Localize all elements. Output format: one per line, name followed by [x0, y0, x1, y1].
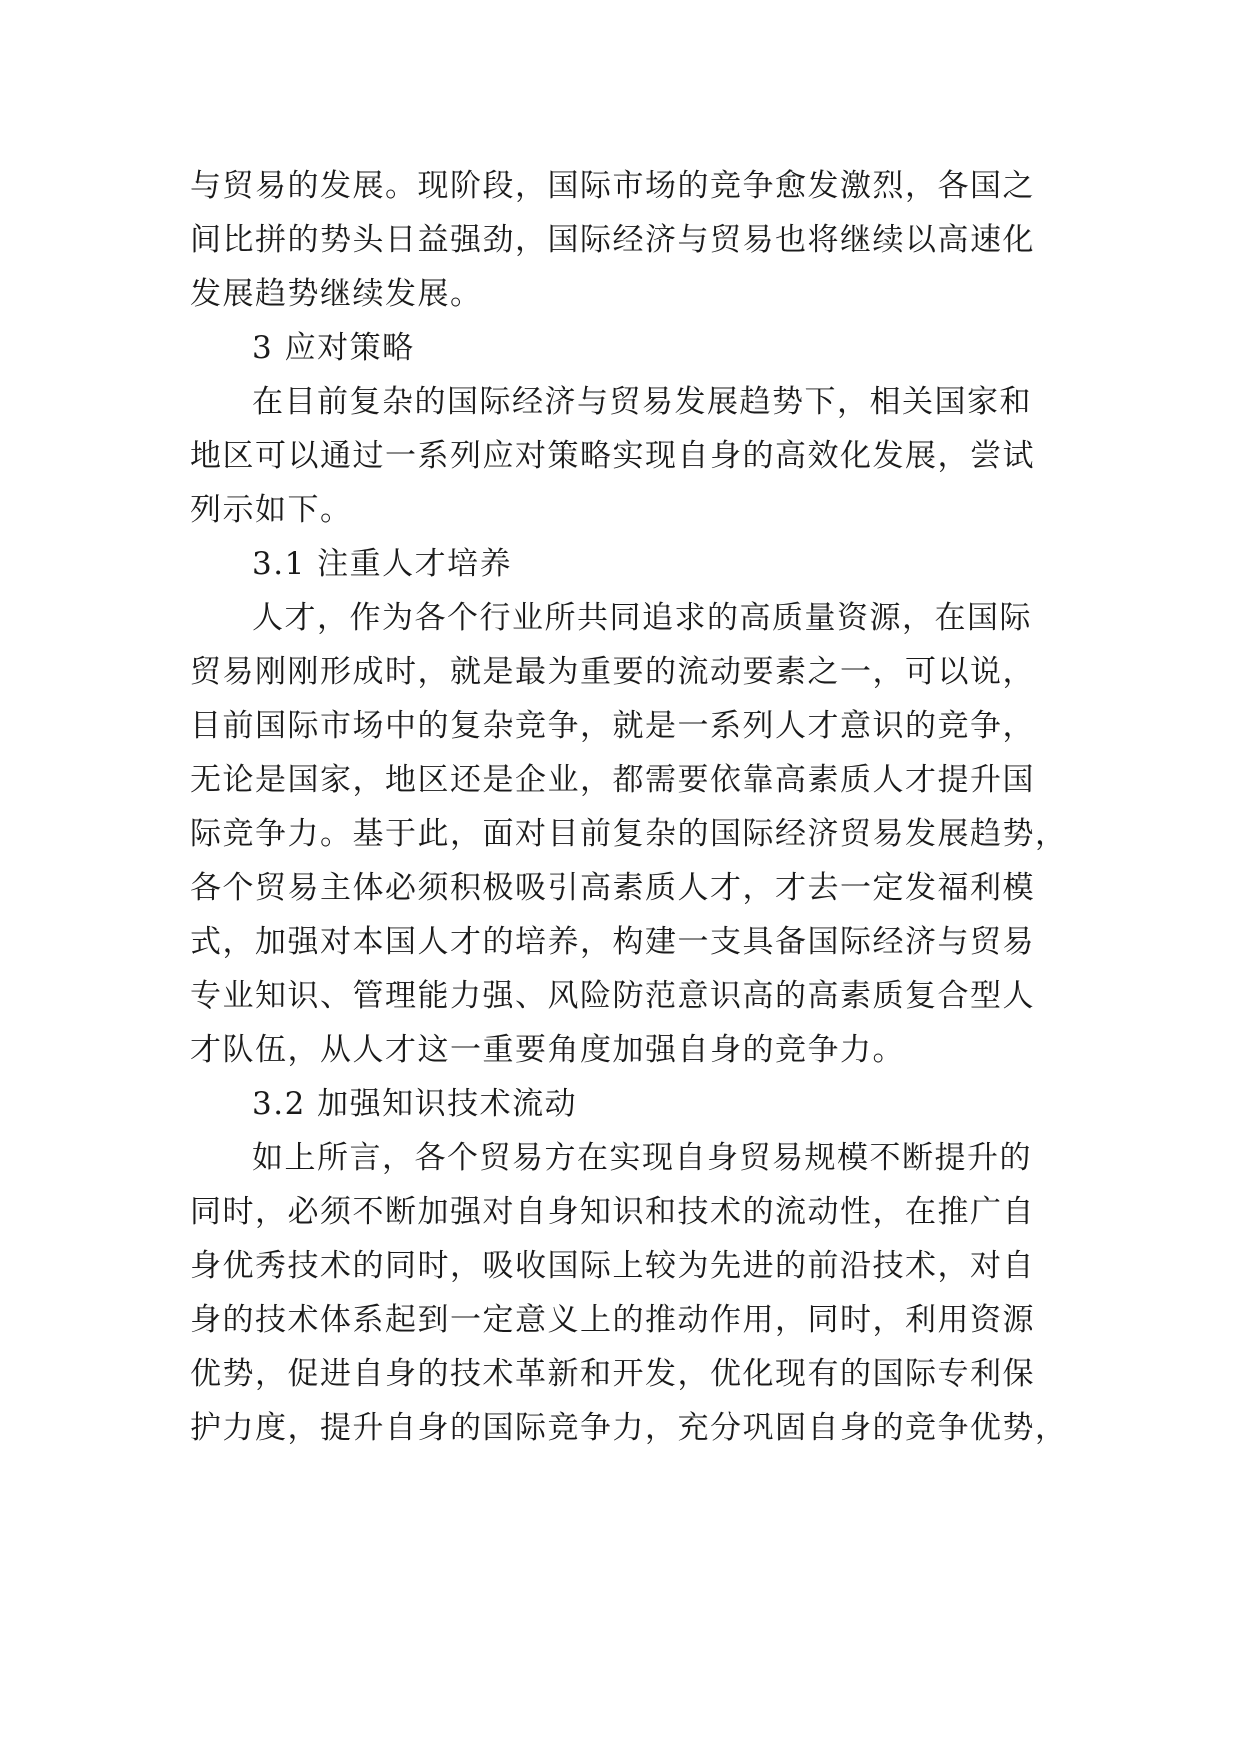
- paragraph-line: 同时，必须不断加强对自身知识和技术的流动性，在推广自: [190, 1194, 1035, 1230]
- paragraph-line: 目前国际市场中的复杂竞争，就是一系列人才意识的竞争，: [190, 708, 1035, 744]
- paragraph-line: 与贸易的发展。现阶段，国际市场的竞争愈发激烈，各国之: [190, 168, 1035, 204]
- paragraph-line: 专业知识、管理能力强、风险防范意识高的高素质复合型人: [190, 978, 1035, 1014]
- paragraph-line: 护力度，提升自身的国际竞争力，充分巩固自身的竞争优势，: [190, 1410, 1068, 1446]
- paragraph-line: 优势，促进自身的技术革新和开发，优化现有的国际专利保: [190, 1356, 1035, 1392]
- paragraph-line: 各个贸易主体必须积极吸引高素质人才，才去一定发福利模: [190, 870, 1035, 906]
- paragraph-line: 间比拼的势头日益强劲，国际经济与贸易也将继续以高速化: [190, 222, 1035, 258]
- subsection-heading: 3.1 注重人才培养: [252, 546, 513, 582]
- paragraph-line: 贸易刚刚形成时，就是最为重要的流动要素之一，可以说，: [190, 654, 1035, 690]
- paragraph-line: 身优秀技术的同时，吸收国际上较为先进的前沿技术，对自: [190, 1248, 1035, 1284]
- paragraph-line: 际竞争力。基于此，面对目前复杂的国际经济贸易发展趋势，: [190, 816, 1068, 852]
- paragraph-line: 才队伍，从人才这一重要角度加强自身的竞争力。: [190, 1032, 905, 1068]
- paragraph-line: 列示如下。: [190, 492, 353, 528]
- paragraph-line: 身的技术体系起到一定意义上的推动作用，同时，利用资源: [190, 1302, 1035, 1338]
- paragraph-line: 在目前复杂的国际经济与贸易发展趋势下，相关国家和: [252, 384, 1032, 420]
- section-heading: 3 应对策略: [252, 330, 415, 366]
- paragraph-line: 人才，作为各个行业所共同追求的高质量资源，在国际: [252, 600, 1032, 636]
- paragraph-line: 如上所言，各个贸易方在实现自身贸易规模不断提升的: [252, 1140, 1032, 1176]
- paragraph-line: 式，加强对本国人才的培养，构建一支具备国际经济与贸易: [190, 924, 1035, 960]
- paragraph-line: 地区可以通过一系列应对策略实现自身的高效化发展，尝试: [190, 438, 1035, 474]
- paragraph-line: 发展趋势继续发展。: [190, 276, 483, 312]
- paragraph-line: 无论是国家，地区还是企业，都需要依靠高素质人才提升国: [190, 762, 1035, 798]
- subsection-heading: 3.2 加强知识技术流动: [252, 1086, 578, 1122]
